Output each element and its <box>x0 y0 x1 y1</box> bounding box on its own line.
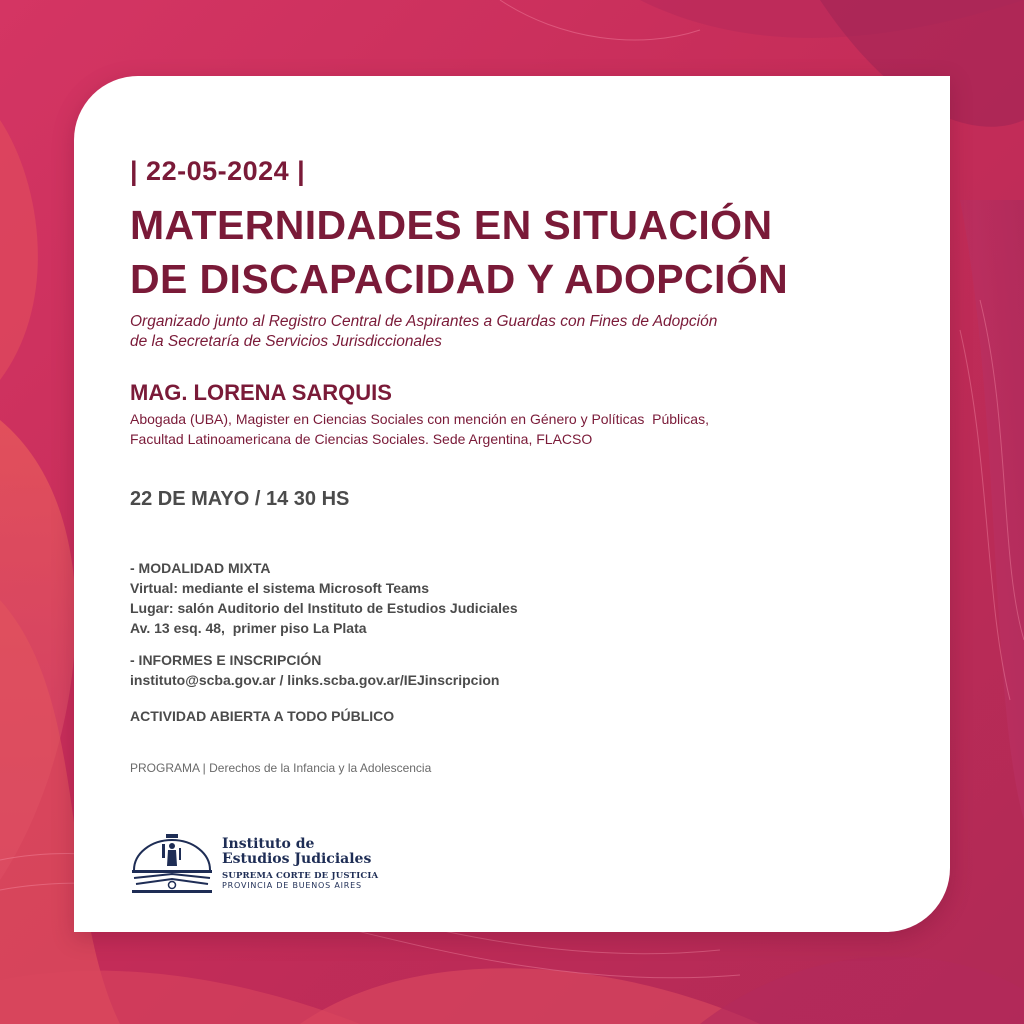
speaker-bio-line: Abogada (UBA), Magister en Ciencias Sociales con mención en Género y Políticas Públicas, <box>130 411 709 427</box>
info-header: - INFORMES E INSCRIPCIÓN <box>130 652 322 668</box>
event-title-line: MATERNIDADES EN SITUACIÓN <box>130 202 773 248</box>
speaker-bio <box>130 409 709 449</box>
modality-header: - MODALIDAD MIXTA <box>130 560 271 576</box>
logo-line: Instituto de <box>222 836 315 852</box>
institute-emblem-icon <box>130 832 214 896</box>
open-activity-note: ACTIVIDAD ABIERTA A TODO PÚBLICO <box>130 708 395 724</box>
modality-line: Lugar: salón Auditorio del Instituto de Estudios Judiciales <box>130 600 518 616</box>
logo-line: PROVINCIA DE BUENOS AIRES <box>222 881 362 890</box>
info-section <box>130 650 499 690</box>
event-card <box>74 76 950 932</box>
info-contact: instituto@scba.gov.ar / links.scba.gov.ar/IEJinscripcion <box>130 672 500 688</box>
event-title <box>130 198 788 306</box>
logo-line: Estudios Judiciales <box>222 851 372 867</box>
logo-line: SUPREMA CORTE DE JUSTICIA <box>222 871 379 881</box>
modality-line: Virtual: mediante el sistema Microsoft Teams <box>130 580 430 596</box>
speaker-name: MAG. LORENA SARQUIS <box>130 380 392 405</box>
event-subtitle <box>130 312 717 352</box>
event-subtitle-line: de la Secretaría de Servicios Jurisdiccionales <box>130 333 442 350</box>
speaker-bio-line: Facultad Latinoamericana de Ciencias Sociales. Sede Argentina, FLACSO <box>130 431 593 447</box>
modality-line: Av. 13 esq. 48, primer piso La Plata <box>130 620 367 636</box>
institute-logo-text <box>222 837 378 890</box>
program-label: PROGRAMA | Derechos de la Infancia y la Adolescencia <box>130 761 432 775</box>
modality-section <box>130 558 518 638</box>
institute-logo <box>130 832 390 896</box>
event-title-line: DE DISCAPACIDAD Y ADOPCIÓN <box>130 256 789 302</box>
event-date: | 22-05-2024 | <box>130 156 306 186</box>
event-schedule: 22 DE MAYO / 14 30 HS <box>130 488 350 510</box>
event-subtitle-line: Organizado junto al Registro Central de Aspirantes a Guardas con Fines de Adopción <box>130 313 718 330</box>
